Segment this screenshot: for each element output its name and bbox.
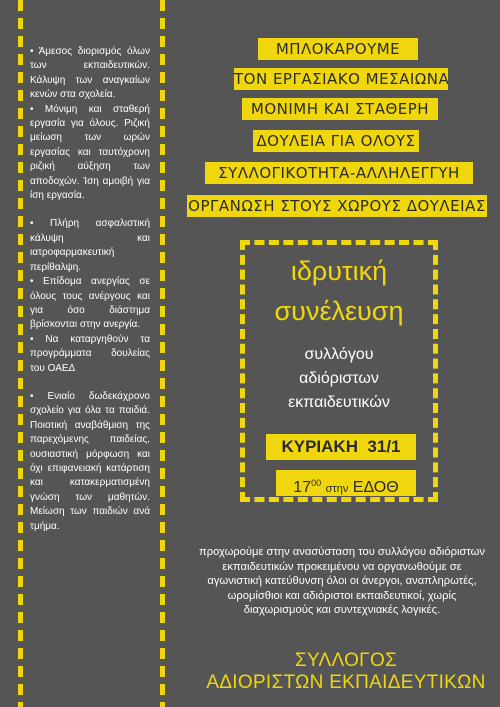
headline-6: ΟΡΓΑΝΩΣΗ ΣΤΟΥΣ ΧΩΡΟΥΣ ΔΟΥΛΕΙΑΣ xyxy=(188,197,486,215)
event-place: ΕΔΟΘ xyxy=(352,479,399,496)
assembly-title-line1: ιδρυτική xyxy=(290,256,388,286)
demand-item: • Μόνιμη και σταθερή εργασία για όλους. Ριζική μείωση των ωρών εργασίας και ταυτόχρονη ριζική αύξηση των αποδοχών. Ίση αμοιβή για ίση εργασία. xyxy=(30,103,150,202)
demand-item: • Πλήρη ασφαλιστική κάλυψη και ιατροφαρμακευτική περίθαλψη. xyxy=(30,218,150,273)
headline-1: ΜΠΛΟΚΑΡΟΥΜΕ xyxy=(258,38,418,60)
assembly-subtitle-line2: αδιόριστων xyxy=(299,370,379,387)
demand-item: • Να καταργηθούν τα προγράμματα δουλείας του ΟΑΕΔ xyxy=(30,333,150,374)
event-date: ΚΥΡΙΑΚΗ 31/1 xyxy=(266,434,416,460)
assembly-subtitle-line3: εκπαιδευτικών xyxy=(288,394,390,411)
signature-line1: ΣΥΛΛΟΓΟΣ xyxy=(294,650,398,671)
right-dashed-border xyxy=(160,0,165,707)
event-hour: 17 xyxy=(293,479,312,496)
headline-3: ΜΟΝΙΜΗ ΚΑΙ ΣΤΑΘΕΡΗ xyxy=(242,98,438,120)
signature-line2: ΑΔΙΟΡΙΣΤΩΝ ΕΚΠΑΙΔΕΥΤΙΚΩΝ xyxy=(206,672,486,693)
demand-item: • Άμεσος διορισμός όλων των εκπαιδευτικών. Κάλυψη των αναγκαίων κενών στα σχολεία. xyxy=(30,46,150,101)
assembly-title-line2: συνέλευση xyxy=(274,296,404,326)
event-place-prefix: στην xyxy=(325,483,349,495)
demand-item: • Ενιαίο δωδεκάχρονο σχολείο για όλα τα παιδιά. Ποιοτική αναβάθμιση της παρεχόμενης παιδείας, ουσιαστική μόρφωση και όχι επιφανειακή κατάρτιση και κατακερματισμένη γνώση των μαθητών. Μείωση των παιδιών ανά τμήμα. xyxy=(30,390,150,532)
demands-list xyxy=(30,45,150,534)
left-dashed-border xyxy=(18,0,23,707)
body-paragraph: προχωρούμε στην ανασύσταση του συλλόγου αδιόριστων εκπαιδευτικών προκειμένου να οργανωθούμε σε αγωνιστική κατεύθυνση όλοι οι άνεργοι, αναπληρωτές, ωρομίσθιοι και αδιόριστοι εκπαιδευτικοί, χωρίς διαχωρισμούς και συντεχνιακές λογικές. xyxy=(199,546,485,616)
signature xyxy=(196,650,496,694)
headline-2: ΤΟΝ ΕΡΓΑΣΙΑΚΟ ΜΕΣΑΙΩΝΑ xyxy=(234,70,450,88)
assembly-subtitle-line1: συλλόγου xyxy=(304,346,374,363)
headline-5: ΣΥΛΛΟΓΙΚΟΤΗΤΑ-ΑΛΛΗΛΕΓΓΥΗ xyxy=(205,162,473,184)
event-time-place xyxy=(276,470,416,496)
event-minutes: 00 xyxy=(311,478,322,488)
demand-item: • Επίδομα ανεργίας σε όλους τους ανέργους και για όσο διάστημα βρίσκονται στην ανεργία. xyxy=(30,276,150,331)
headline-4: ΔΟΥΛΕΙΑ ΓΙΑ ΟΛΟΥΣ xyxy=(253,130,419,152)
